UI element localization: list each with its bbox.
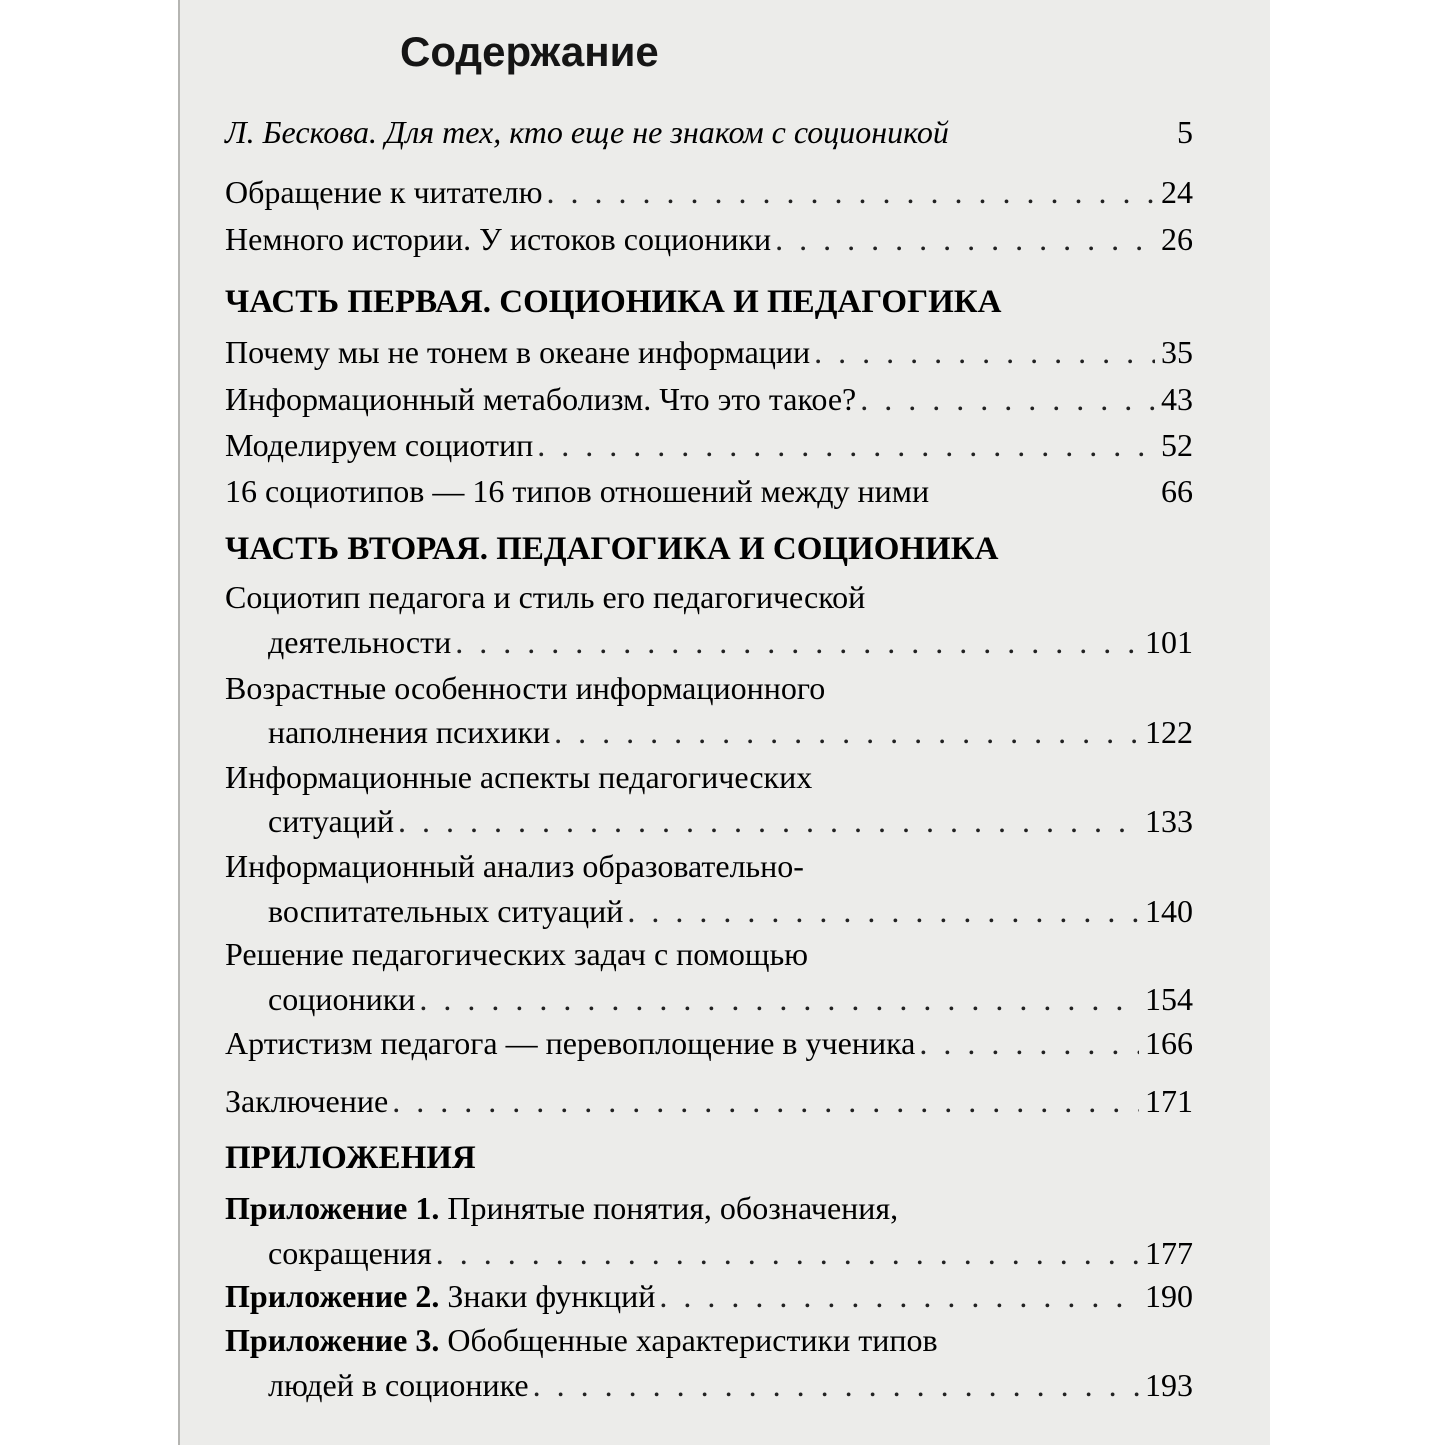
appendix-label: Приложение 3.	[225, 1322, 440, 1358]
toc-entry-text: наполнения психики	[268, 714, 551, 750]
toc-entry-page: 52	[1161, 427, 1193, 463]
toc-entry	[225, 330, 1193, 374]
toc-entry-page: 101	[1145, 624, 1193, 660]
toc-entry	[225, 1079, 1193, 1123]
toc-entry-text: Знаки функций	[447, 1278, 656, 1314]
toc-entry	[225, 110, 1193, 154]
toc-entry	[225, 423, 1193, 467]
toc-entry-text: Принятые понятия, обозначения,	[447, 1190, 899, 1226]
part-one-heading: ЧАСТЬ ПЕРВАЯ. СОЦИОНИКА И ПЕДАГОГИКА	[225, 284, 1002, 320]
toc-entry-text: Л. Бескова. Для тех, кто еще не знаком с соционикой	[225, 114, 949, 150]
toc-entry-text: Информационный анализ образовательно-	[225, 848, 804, 884]
toc-entry-line2	[268, 1363, 1193, 1407]
toc-entry-text: Моделируем социотип	[225, 427, 534, 463]
toc-entry-page: 140	[1145, 893, 1193, 929]
appendix-label: Приложение 2.	[225, 1278, 440, 1314]
toc-entry-page: 133	[1145, 803, 1193, 839]
toc-entry-page: 190	[1145, 1278, 1193, 1314]
toc-entry	[225, 170, 1193, 214]
toc-entry-text: деятельности	[268, 624, 452, 660]
toc-entry-line1	[225, 575, 1193, 619]
toc-entry-text: Обращение к читателю	[225, 174, 543, 210]
toc-entry-page: 166	[1145, 1025, 1193, 1061]
toc-entry-page: 177	[1145, 1235, 1193, 1271]
toc-entry-page: 193	[1145, 1367, 1193, 1403]
part-two-heading: ЧАСТЬ ВТОРАЯ. ПЕДАГОГИКА И СОЦИОНИКА	[225, 531, 999, 567]
toc-entry-text: Возрастные особенности информационного	[225, 670, 826, 706]
toc-entry-page: 122	[1145, 714, 1193, 750]
page-edge	[178, 0, 180, 1445]
toc-entry-line1	[225, 844, 1193, 888]
toc-entry-text: Решение педагогических задач с помощью	[225, 936, 809, 972]
toc-entry	[225, 1021, 1193, 1065]
toc-entry	[225, 217, 1193, 261]
toc-entry-page: 24	[1161, 174, 1193, 210]
toc-entry-page: 43	[1161, 381, 1193, 417]
toc-entry-text: Почему мы не тонем в океане информации	[225, 334, 811, 370]
toc-entry-line2	[268, 889, 1193, 933]
toc-entry-line2	[268, 1231, 1193, 1275]
toc-entry-page: 154	[1145, 981, 1193, 1017]
toc-entry-text: Обобщенные характеристики типов	[447, 1322, 938, 1358]
toc-entry-text: Информационный метаболизм. Что это такое?	[225, 381, 857, 417]
appendices-heading: ПРИЛОЖЕНИЯ	[225, 1140, 476, 1176]
toc-entry	[225, 1274, 1193, 1318]
toc-entry-line2	[268, 710, 1193, 754]
toc-entry-text: Заключение	[225, 1083, 389, 1119]
toc-entry-text: сокращения	[268, 1235, 432, 1271]
toc-entry-text: Информационные аспекты педагогических	[225, 759, 813, 795]
toc-entry-text: людей в соционике	[268, 1367, 529, 1403]
toc-entry-line2	[268, 799, 1193, 843]
toc-entry-text: Социотип педагога и стиль его педагогической	[225, 579, 866, 615]
toc-entry-text: 16 социотипов — 16 типов отношений между ними	[225, 473, 930, 509]
toc-entry-line1	[225, 666, 1193, 710]
toc-entry	[225, 469, 1193, 513]
toc-entry-text: воспитательных ситуаций	[268, 893, 624, 929]
toc-entry-line1	[225, 1186, 1193, 1230]
page-title: Содержание	[400, 28, 659, 75]
toc-entry-page: 5	[1177, 114, 1193, 150]
appendix-label: Приложение 1.	[225, 1190, 440, 1226]
toc-entry-line1	[225, 932, 1193, 976]
toc-entry-text: Немного истории. У истоков соционики	[225, 221, 772, 257]
toc-entry-text: Артистизм педагога — перевоплощение в ученика	[225, 1025, 916, 1061]
toc-entry	[225, 377, 1193, 421]
toc-entry-line2	[268, 977, 1193, 1021]
toc-entry-text: соционики	[268, 981, 416, 1017]
toc-entry-page: 35	[1161, 334, 1193, 370]
toc-entry-line2	[268, 620, 1193, 664]
toc-entry-page: 171	[1145, 1083, 1193, 1119]
toc-entry-line1	[225, 1318, 1193, 1362]
toc-entry-page: 26	[1161, 221, 1193, 257]
toc-entry-line1	[225, 755, 1193, 799]
toc-entry-page: 66	[1161, 473, 1193, 509]
toc-entry-text: ситуаций	[268, 803, 395, 839]
